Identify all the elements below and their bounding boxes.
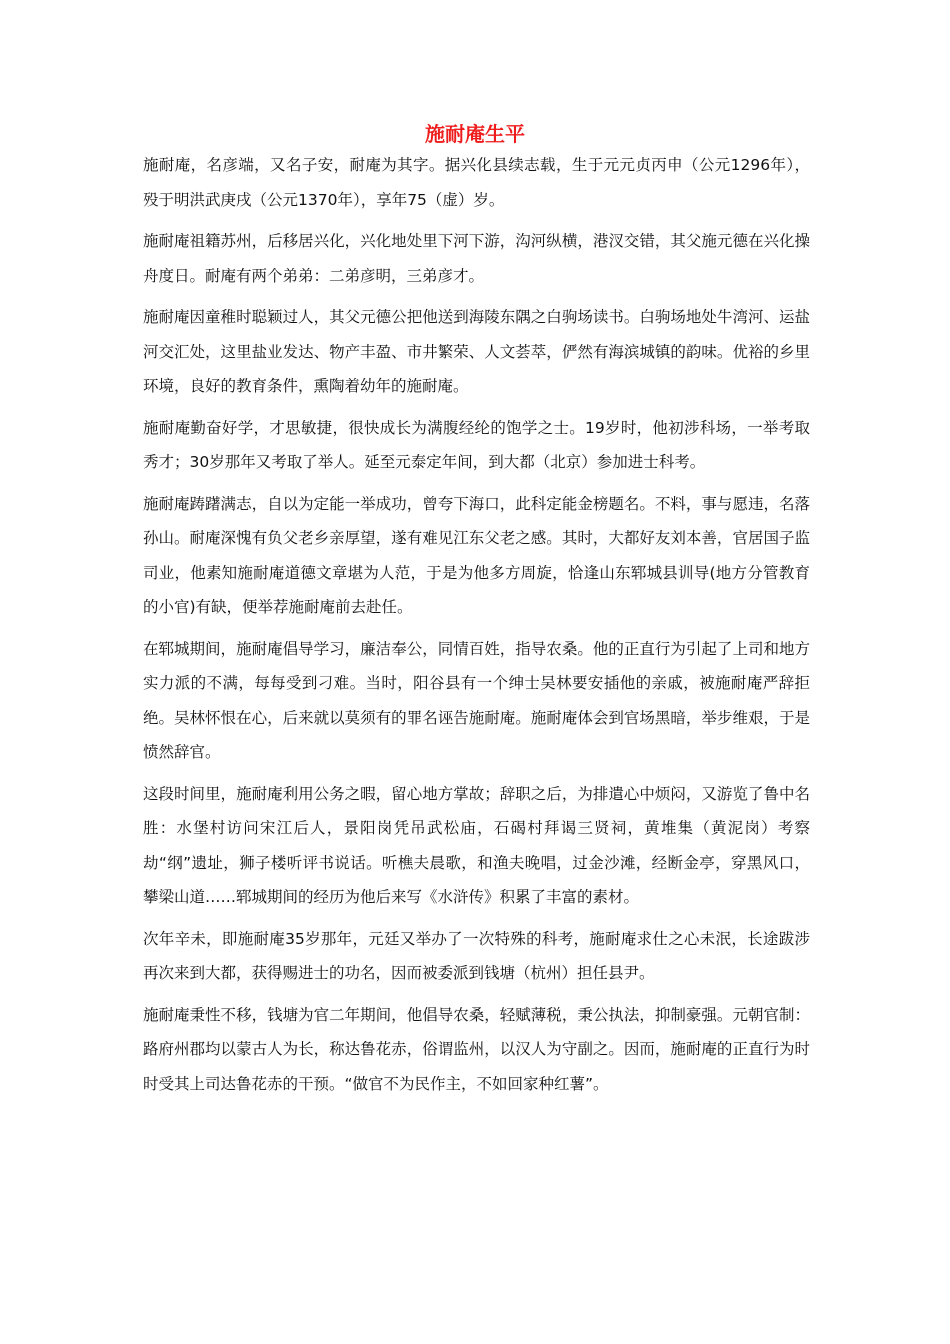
paragraph-1: 施耐庵，名彦端，又名子安，耐庵为其字。据兴化县续志载，生于元元贞丙申（公元1296年），殁于明洪武庚戌（公元1370年），享年75（虚）岁。 — [143, 156, 810, 209]
paragraph-6: 在郓城期间，施耐庵倡导学习，廉洁奉公，同情百姓，指导农桑。他的正直行为引起了上司和地方实力派的不满，每每受到刁难。当时，阳谷县有一个绅士吴林要安插他的亲戚，被施耐庵严辞拒绝。吴林怀恨在心，后来就以莫须有的罪名诬告施耐庵。施耐庵体会到官场黑暗，举步维艰，于是愤然辞官。 — [143, 639, 810, 761]
paragraph-3: 施耐庵因童稚时聪颖过人，其父元德公把他送到海陵东隅之白驹场读书。白驹场地处牛湾河、运盐河交汇处，这里盐业发达、物产丰盈、市井繁荣、人文荟萃，俨然有海滨城镇的韵味。优裕的乡里环境，良好的教育条件，熏陶着幼年的施耐庵。 — [143, 308, 810, 395]
paragraph-5: 施耐庵踌躇满志，自以为定能一举成功，曾夸下海口，此科定能金榜题名。不料，事与愿违，名落孙山。耐庵深愧有负父老乡亲厚望，遂有难见江东父老之感。其时，大都好友刘本善，官居国子监司业，他素知施耐庵道德文章堪为人范，于是为他多方周旋，恰逢山东郓城县训导(地方分管教育的小官)有缺，便举荐施耐庵前去赴任。 — [143, 494, 810, 616]
paragraph-9: 施耐庵秉性不移，钱塘为官二年期间，他倡导农桑，轻赋薄税，秉公执法，抑制豪强。元朝官制：路府州郡均以蒙古人为长，称达鲁花赤，俗谓监州，以汉人为守副之。因而，施耐庵的正直行为时时受其上司达鲁花赤的干预。“做官不为民作主，不如回家种红薯”。 — [143, 1005, 810, 1093]
paragraph-7: 这段时间里，施耐庵利用公务之暇，留心地方掌故；辞职之后，为排遣心中烦闷，又游览了鲁中名胜：水堡村访问宋江后人，景阳岗凭吊武松庙，石碣村拜谒三贤祠，黄堆集（黄泥岗）考察劫“纲”遗址，狮子楼听评书说话。听樵夫晨歌，和渔夫晚唱，过金沙滩，经断金亭，穿黑风口，攀梁山道……郓城期间的经历为他后来写《水浒传》积累了丰富的素材。 — [143, 784, 810, 906]
document-title: 施耐庵生平 — [425, 122, 525, 146]
paragraph-4: 施耐庵勤奋好学，才思敏捷，很快成长为满腹经纶的饱学之士。19岁时，他初涉科场，一举考取秀才；30岁那年又考取了举人。延至元泰定年间，到大都（北京）参加进士科考。 — [143, 418, 810, 471]
document-body — [143, 148, 810, 1108]
paragraph-2: 施耐庵祖籍苏州，后移居兴化，兴化地处里下河下游，沟河纵横，港汊交错，其父施元德在兴化操舟度日。耐庵有两个弟弟：二弟彦明，三弟彦才。 — [143, 232, 810, 285]
paragraph-8: 次年辛未，即施耐庵35岁那年，元廷又举办了一次特殊的科考，施耐庵求仕之心未泯，长途跋涉再次来到大都，获得赐进士的功名，因而被委派到钱塘（杭州）担任县尹。 — [143, 929, 810, 982]
